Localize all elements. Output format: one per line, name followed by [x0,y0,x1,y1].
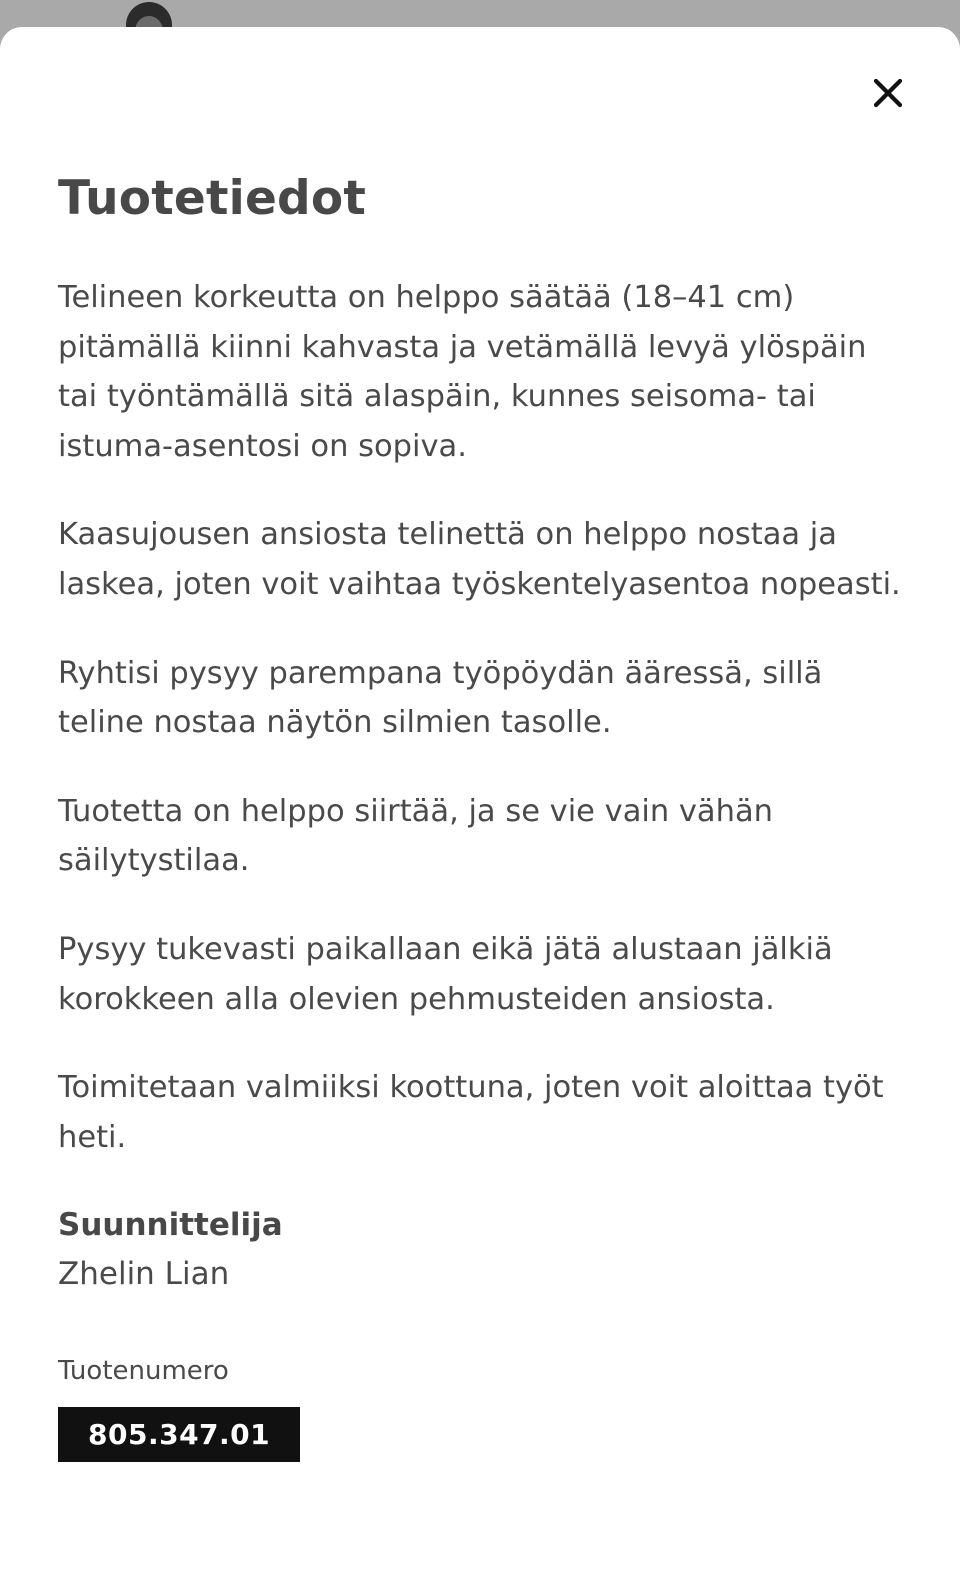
page-title: Tuotetiedot [58,171,367,226]
product-details-sheet [0,27,960,1577]
description-paragraph-5: Pysyy tukevasti paikallaan eikä jätä alustaan jälkiä korokkeen alla olevien pehmusteiden ansiosta. [58,931,833,1017]
description-paragraph-6: Toimitetaan valmiiksi koottuna, joten voit aloittaa työt heti. [58,1070,884,1155]
designer-label: Suunnittelija [58,1207,283,1244]
product-details-content [58,167,908,1462]
description-paragraph-4: Tuotetta on helppo siirtää, ja se vie vain vähän säilytystilaa. [58,793,773,879]
designer-name: Zhelin Lian [58,1256,230,1293]
description-paragraph-1: Telineen korkeutta on helppo säätää (18–41 cm) pitämällä kiinni kahvasta ja vetämällä levyä ylöspäin tai työntämällä sitä alaspäin, kunnes seisoma- tai istuma-asentosi on sopiva. [58,280,867,464]
close-icon [866,71,910,115]
description-paragraph-3: Ryhtisi pysyy parempana työpöydän ääressä, sillä teline nostaa näytön silmien tasolle. [58,655,823,741]
article-number-badge: 805.347.01 [58,1407,300,1462]
description-paragraph-2: Kaasujousen ansiosta telinettä on helppo nostaa ja laskea, joten voit vaihtaa työskentelyasentoa nopeasti. [58,517,901,602]
close-button[interactable] [866,71,910,115]
article-number-label: Tuotenumero [58,1356,229,1387]
